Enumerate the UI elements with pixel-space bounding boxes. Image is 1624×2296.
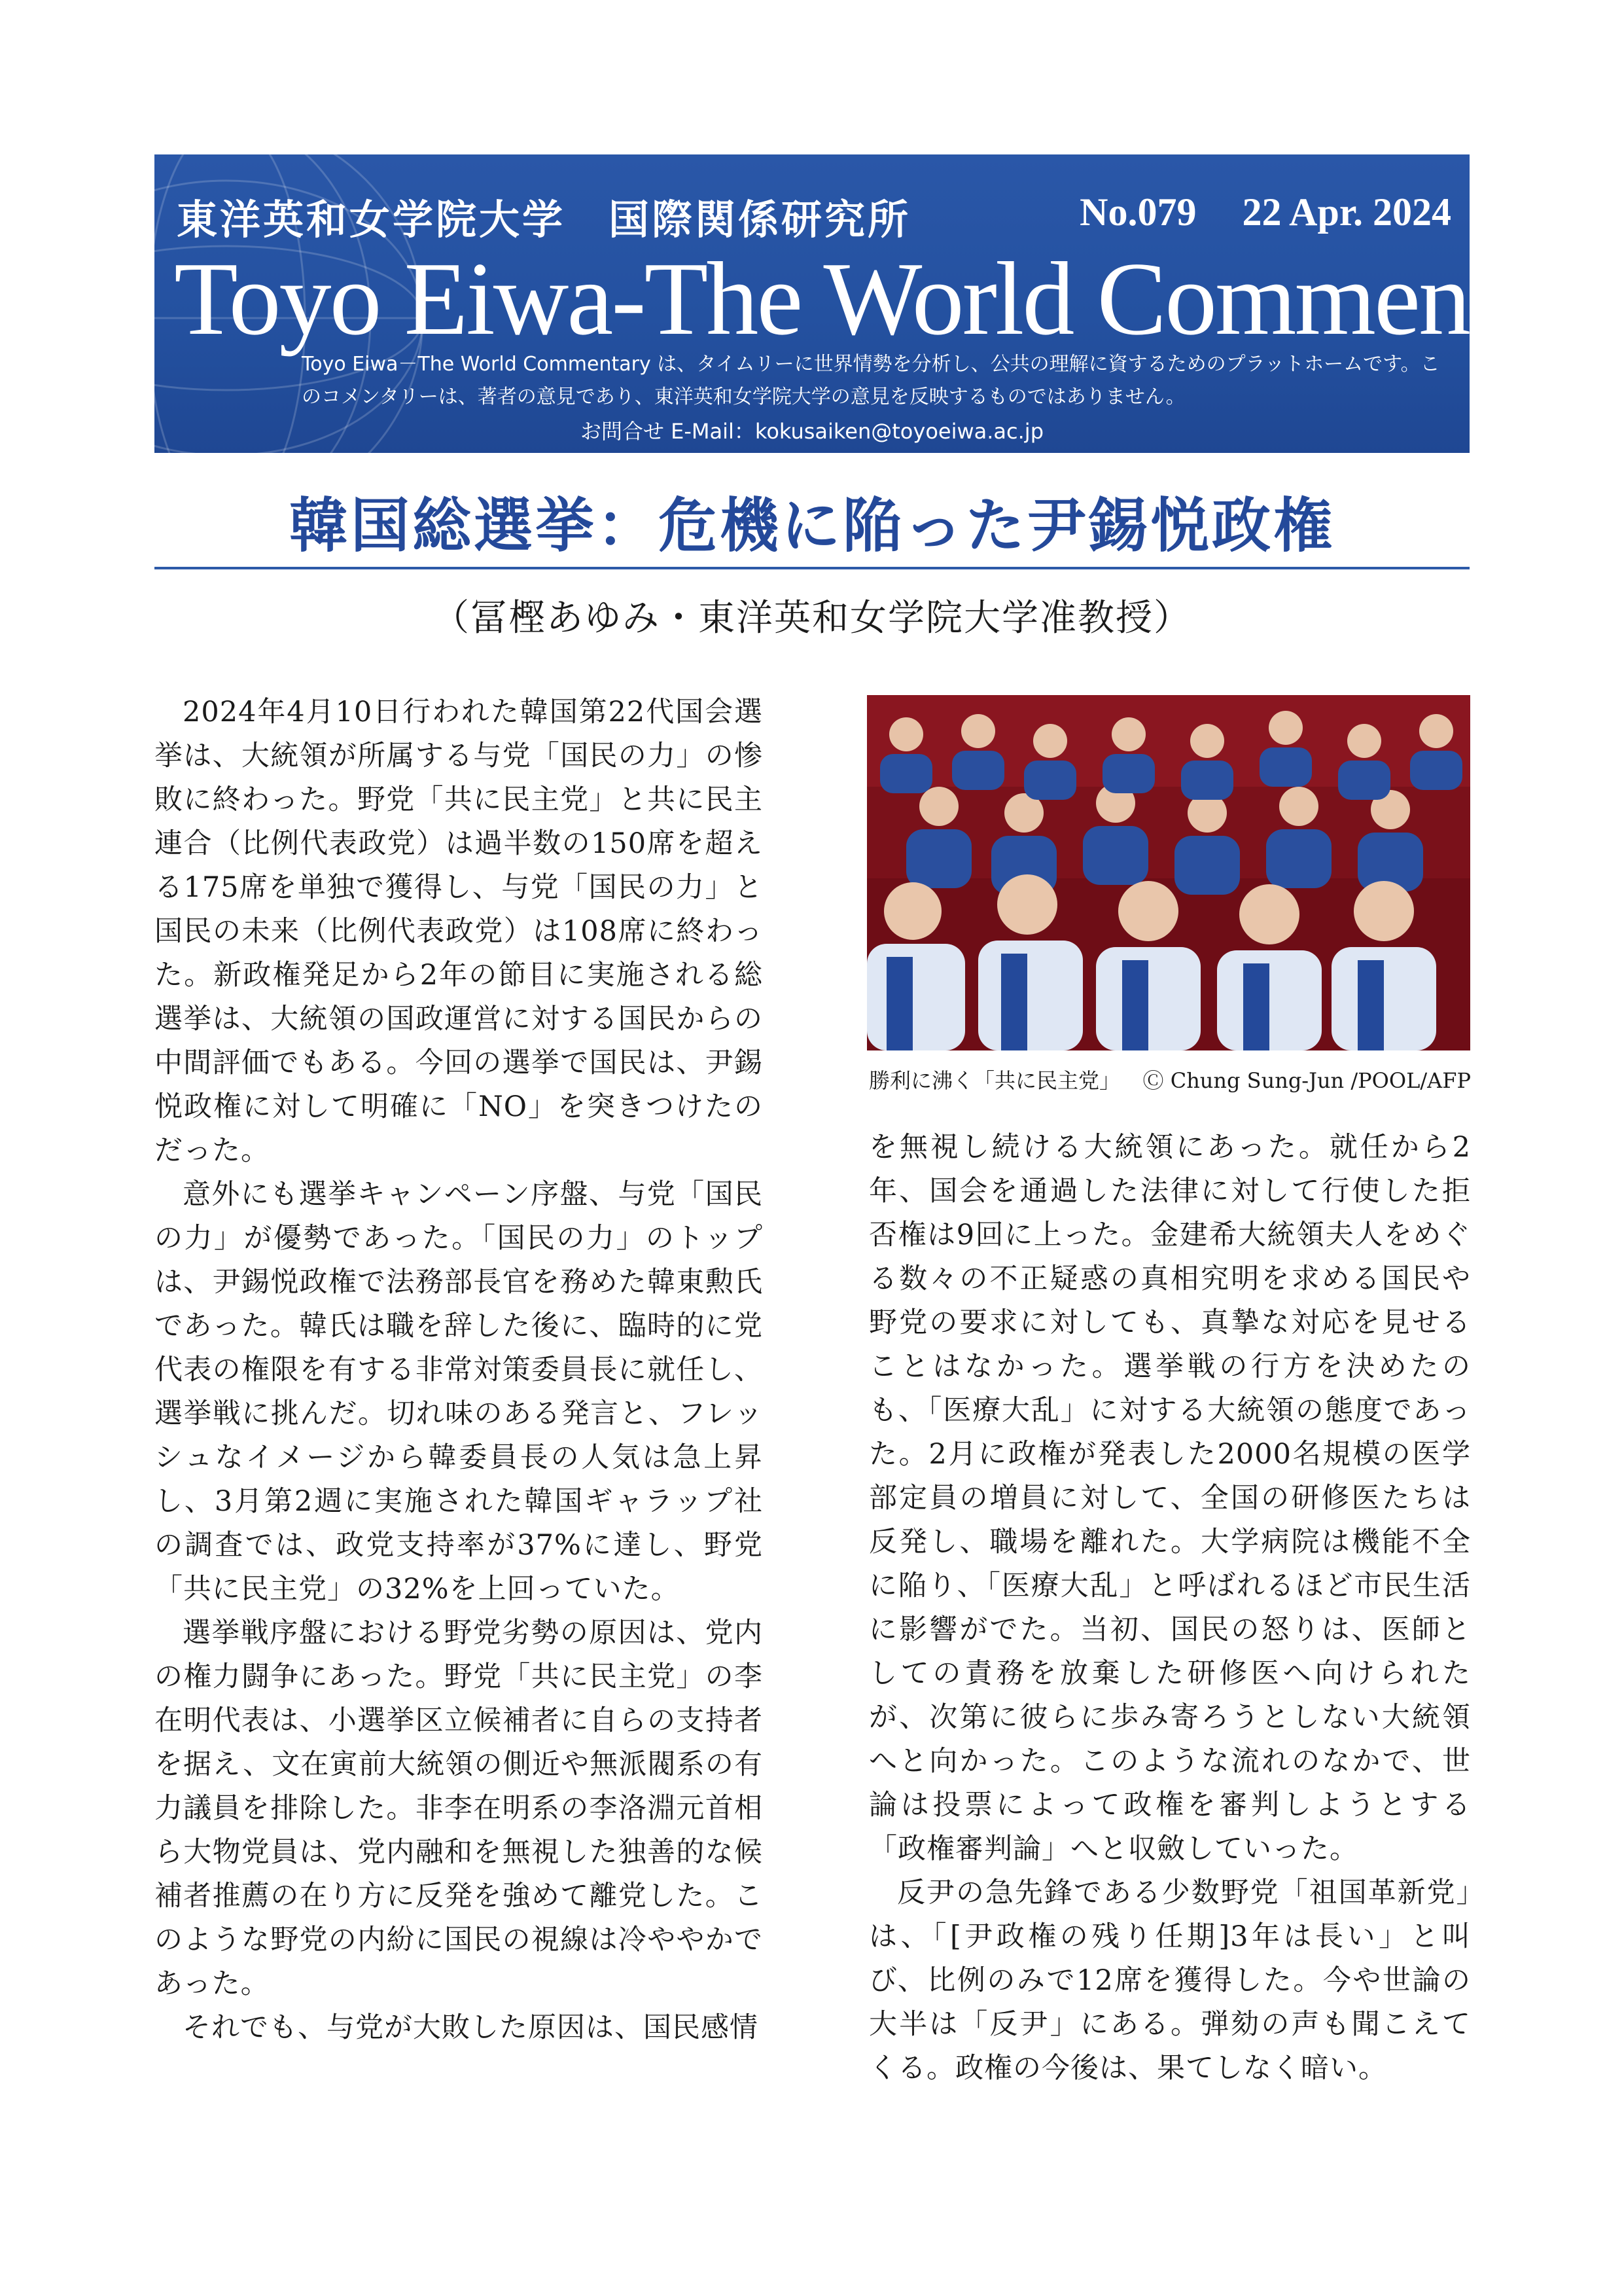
contact-email: お問合せ E-Mail：kokusaiken@toyoeiwa.ac.jp [580,419,1044,444]
photo-credit: Ⓒ Chung Sung-Jun /POOL/AFP [1142,1068,1471,1093]
series-title: Toyo Eiwa-The World Commentary [174,240,1624,357]
article-author: （冨樫あゆみ・東洋英和女学院大学准教授） [432,597,1192,639]
paragraph: 選挙戦序盤における野党劣勢の原因は、党内の権力闘争にあった。野党「共に民主党」の李在明代表は、小選挙区立候補者に自らの支持者を据え、文在寅前大統領の側近や無派閥系の有力議員を排除した。非李在明系の李洛淵元首相ら大物党員は、党内融和を無視した独善的な候補者推薦の在り方に反発を強めて離党した。このような野党の内紛に国民の視線は冷ややかであった。 [154,1617,763,2000]
paragraph: 2024年4月10日行われた韓国第22代国会選挙は、大統領が所属する与党「国民の力」の惨敗に終わった。野党「共に民主党」と共に民主連合（比例代表政党）は過半数の150席を超える175席を単独で獲得し、与党「国民の力」と国民の未来（比例代表政党）は108席に終わった。新政権発足から2年の節目に実施される総選挙は、大統領の国政運営に対する国民からの中間評価でもある。今回の選挙で国民は、尹錫悦政権に対して明確に「NO」を突きつけたのだった。 [154,696,763,1167]
issue-info [1080,190,1451,235]
title-divider [154,567,1470,569]
article-photo [867,695,1470,1050]
paragraph: を無視し続ける大統領にあった。就任から2年、国会を通過した法律に対して行使した拒否権は9回に上った。金建希大統領夫人をめぐる数々の不正疑惑の真相究明を求める国民や野党の要求に対しても、真摯な対応を見せることはなかった。選挙戦の行方を決めたのも、「医療大乱」に対する大統領の態度であった。2月に政権が発表した2000名規模の医学部定員の増員に対して、全国の研修医たちは反発し、職場を離れた。大学病院は機能不全に陥り、「医療大乱」と呼ばれるほど市民生活に影響がでた。当初、国民の怒りは、医師としての責務を放棄した研修医へ向けられたが、次第に彼らに歩み寄ろうとしない大統領へと向かった。このような流れのなかで、世論は投票によって政権を審判しようとする「政権審判論」へと収斂していった。 [869,1131,1471,1865]
photo-caption-text: 勝利に沸く「共に民主党」 [869,1068,1121,1093]
paragraph: それでも、与党が大敗した原因は、国民感情 [183,2011,758,2044]
body-column-left [154,691,763,2050]
paragraph: 反尹の急先鋒である少数野党「祖国革新党」は、「[尹政権の残り任期]3年は長い」と叫び、比例のみで12席を獲得した。今や世論の大半は「反尹」にある。弾劾の声も聞こえてくる。政権の今後は、果てしなく暗い。 [869,1876,1471,2085]
body-column-right [869,1126,1471,2090]
article-title: 韓国総選挙：危機に陥った尹錫悦政権 [289,491,1335,560]
series-description: Toyo Eiwa－The World Commentary は、タイムリーに世界情勢を分析し、公共の理解に資するためのプラットホームです。このコメンタリーは、著者の意見であり、東洋英和女学院大学の意見を反映するものではありません。 [302,353,1440,408]
issue-date: 22 Apr. 2024 [1242,190,1451,234]
paragraph: 意外にも選挙キャンペーン序盤、与党「国民の力」が優勢であった。「国民の力」のトップは、尹錫悦政権で法務部長官を務めた韓東勲氏であった。韓氏は職を辞した後に、臨時的に党代表の権限を有する非常対策委員長に就任し、選挙戦に挑んだ。切れ味のある発言と、フレッシュなイメージから韓委員長の人気は急上昇し、3月第2週に実施された韓国ギャラップ社の調査では、政党支持率が37%に達し、野党「共に民主党」の32%を上回っていた。 [154,1178,763,1605]
issue-number: No.079 [1080,190,1197,234]
institute-name: 東洋英和女学院大学 国際関係研究所 [177,196,911,243]
header-banner [154,154,1624,453]
photo-caption [869,1064,1471,1093]
celebration-photo-illustration [867,695,1470,1050]
